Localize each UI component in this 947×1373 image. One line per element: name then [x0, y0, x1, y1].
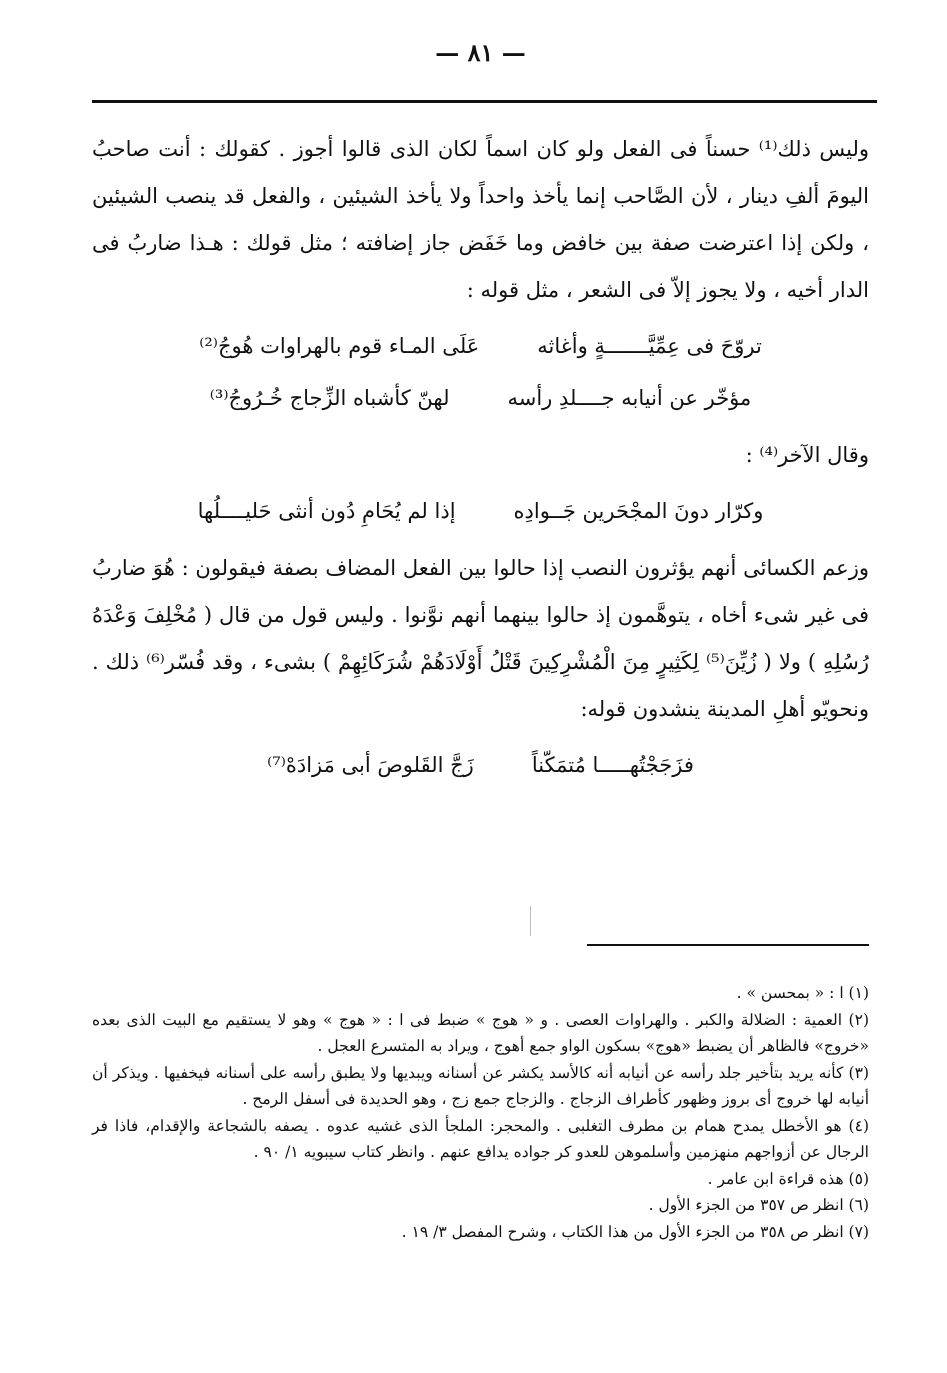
verse-hemistich-left: زَجَّ القَلوصَ أبى مَزادَهْ⁽⁷⁾ — [267, 753, 474, 777]
verse-hemistich-right: فزَجَجْتُهـــــا مُتمَكّناً — [531, 753, 694, 777]
verse-hemistich-right: وكرّار دونَ المجْحَرين جَــوادِه — [513, 499, 764, 523]
main-text — [92, 126, 869, 799]
paragraph-1: وليس ذلك⁽¹⁾ حسناً فى الفعل ولو كان اسماً لكان الذى قالوا أجوز . كقولك : أنت صاحبُ اليومَ ألفِ دينار ، لأن الصَّاحب إنما يأخذ واحداً ولا يأخذ الشيئين ، والفعل قد ينصب الشيئين ، ولكن إذا اعترضت صفة بين خافض وما خَفَض جاز إضافته ؛ مثل قولك : هـذا ضاربُ فى الدار أخيه ، ولا يجوز إلاّ فى الشعر ، مثل قوله : — [92, 137, 869, 302]
verse-hemistich-right: تروّحَ فى عِمِّيَّـــــــةٍ وأغاثه — [537, 334, 762, 358]
footnote-2: (٢) العمية : الضلالة والكبر . والهراوات العصى . و « هوج » ضبط فى ا : « هوج » وهو لا يستقيم مع البيت الذى بعده «خروج» فالظاهر أن يضبط «هوج» بسكون الواو جمع أهوج ، ويراد به المتسرع العجل . — [92, 1010, 869, 1055]
footnote-3: (٣) كأنه يريد بتأخير جلد رأسه عن أنيابه أنه كالأسد يكشر عن أسنانه ويبديها ولا يطبق رأسه على أسنانه فيخفيها . ويذكر أن أنيابه لها خروج أى بروز وظهور كأطراف الزجاج . والزجاج جمع زج ، وهو الحديدة فى أسفل الرمح . — [92, 1063, 869, 1108]
verse-line — [92, 739, 869, 791]
scan-mark — [530, 906, 531, 936]
footnote-1: (١) ا : « بمحسن » . — [736, 984, 869, 1002]
verse-hemistich-right: مؤخّر عن أنيابه جــــلدِ رأسه — [507, 386, 752, 410]
paragraph-3: وزعم الكسائى أنهم يؤثرون النصب إذا حالوا بين الفعل المضاف بصفة فيقولون : هُوَ ضاربُ فى غير شىء أخاه ، يتوهَّمون إذ حالوا بينهما أنهم نوَّنوا . وليس قول من قال ( مُخْلِفَ وَعْدَهُ رُسُلِهِ ) ولا ( زُيِّنَ⁽⁵⁾ لِكَثِيرٍ مِنَ الْمُشْرِكِينَ قَتْلُ أَوْلَادَهُمْ شُرَكَائِهِمْ ) بشىء ، وقد فُسّر⁽⁶⁾ ذلك . ونحويّو أهلِ المدينة ينشدون قوله: — [92, 556, 869, 721]
verse-block-3 — [92, 739, 869, 791]
footnote-rule — [587, 944, 869, 946]
verse-line — [92, 372, 869, 424]
paragraph-2: وقال الآخر⁽⁴⁾ : — [745, 443, 869, 467]
page-header — [92, 0, 869, 96]
footnote-6: (٦) انظر ص ٣٥٧ من الجزء الأول . — [648, 1196, 869, 1214]
verse-hemistich-left: عَلَى المـاء قوم بالهراوات هُوجُ⁽²⁾ — [199, 334, 480, 358]
verse-hemistich-left: لهنّ كأشباه الزِّجاج خُـرُوجُ⁽³⁾ — [209, 386, 450, 410]
page-number: — ٨١ — — [435, 38, 526, 67]
footnotes — [92, 980, 869, 1245]
verse-line — [92, 320, 869, 372]
header-rule — [92, 100, 877, 103]
footnote-7: (٧) انظر ص ٣٥٨ من الجزء الأول من هذا الكتاب ، وشرح المفصل ٣/ ١٩ . — [401, 1222, 869, 1241]
verse-line — [92, 485, 869, 537]
verse-block-2 — [92, 485, 869, 537]
verse-hemistich-left: إذا لم يُحَامِ دُون أنثى حَليــــلُها — [197, 499, 456, 523]
footnote-5: (٥) هذه قراءة ابن عامر . — [707, 1169, 869, 1188]
verse-block-1 — [92, 320, 869, 424]
footnote-4: (٤) هو الأخطل يمدح همام بن مطرف التغلبى . والمحجر: الملجأ الذى غشيه عدوه . يصفه بالشجاعة والإقدام، فاذا فر الرجال عن أزواجهم منهزمين وأسلموهن للعدو كر جواده يدافع عنهم . وانظر كتاب سيبويه ١/ ٩٠ . — [92, 1116, 869, 1161]
